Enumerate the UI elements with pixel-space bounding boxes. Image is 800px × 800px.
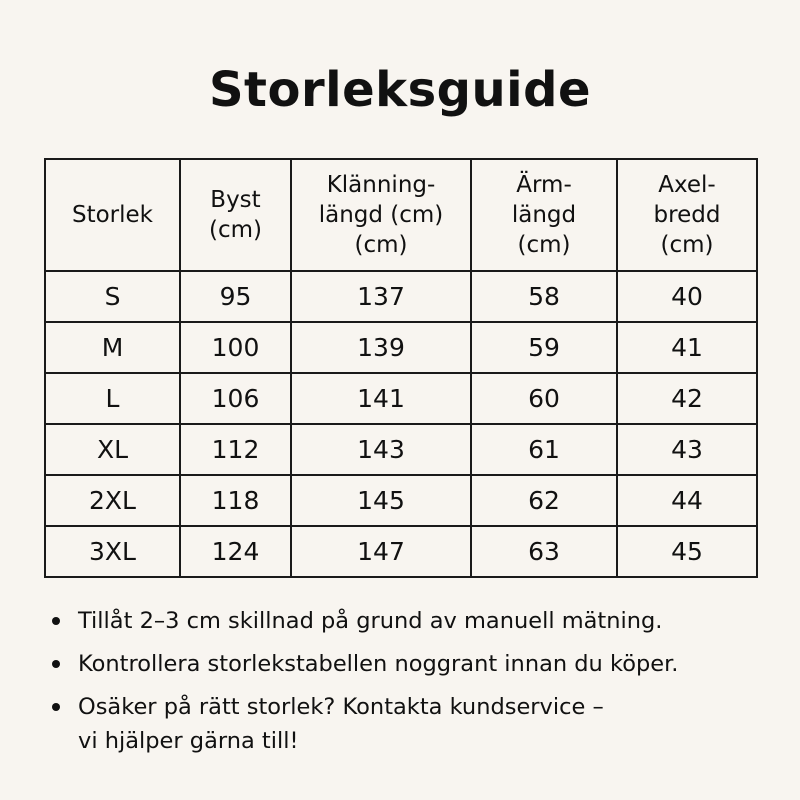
cell-size: XL xyxy=(45,424,180,475)
header-size: Storlek xyxy=(45,159,180,271)
header-dress-length: Klänning- längd (cm) (cm) xyxy=(291,159,471,271)
cell-bust: 112 xyxy=(180,424,291,475)
table-row xyxy=(45,526,757,577)
bullet-icon xyxy=(52,617,60,625)
cell-shoulder-width: 42 xyxy=(617,373,757,424)
bullet-icon xyxy=(52,703,60,711)
bullet-icon xyxy=(52,660,60,668)
cell-shoulder-width: 40 xyxy=(617,271,757,322)
table-row xyxy=(45,322,757,373)
cell-sleeve-length: 63 xyxy=(471,526,617,577)
cell-shoulder-width: 41 xyxy=(617,322,757,373)
header-bust: Byst (cm) xyxy=(180,159,291,271)
cell-shoulder-width: 43 xyxy=(617,424,757,475)
cell-sleeve-length: 59 xyxy=(471,322,617,373)
cell-sleeve-length: 61 xyxy=(471,424,617,475)
cell-size: S xyxy=(45,271,180,322)
cell-bust: 100 xyxy=(180,322,291,373)
cell-bust: 106 xyxy=(180,373,291,424)
cell-sleeve-length: 62 xyxy=(471,475,617,526)
cell-size: 3XL xyxy=(45,526,180,577)
cell-shoulder-width: 45 xyxy=(617,526,757,577)
cell-dress-length: 145 xyxy=(291,475,471,526)
note-item xyxy=(52,604,772,638)
cell-size: M xyxy=(45,322,180,373)
cell-bust: 95 xyxy=(180,271,291,322)
cell-dress-length: 137 xyxy=(291,271,471,322)
cell-bust: 118 xyxy=(180,475,291,526)
table-row xyxy=(45,475,757,526)
table-row xyxy=(45,424,757,475)
cell-size: L xyxy=(45,373,180,424)
cell-shoulder-width: 44 xyxy=(617,475,757,526)
note-text: Tillåt 2–3 cm skillnad på grund av manuell mätning. xyxy=(78,608,663,634)
page-title: Storleksguide xyxy=(208,62,592,118)
note-item xyxy=(52,690,772,758)
cell-sleeve-length: 58 xyxy=(471,271,617,322)
note-text: Kontrollera storlekstabellen noggrant innan du köper. xyxy=(78,651,679,677)
size-chart-table xyxy=(44,158,758,578)
table-row xyxy=(45,271,757,322)
cell-dress-length: 139 xyxy=(291,322,471,373)
cell-dress-length: 143 xyxy=(291,424,471,475)
table-row xyxy=(45,373,757,424)
table-header-row xyxy=(45,159,757,271)
header-sleeve-length: Ärm- längd (cm) xyxy=(471,159,617,271)
header-shoulder-width: Axel- bredd (cm) xyxy=(617,159,757,271)
note-item xyxy=(52,647,772,681)
cell-bust: 124 xyxy=(180,526,291,577)
note-text: Osäker på rätt storlek? Kontakta kundservice – vi hjälper gärna till! xyxy=(78,694,604,754)
cell-size: 2XL xyxy=(45,475,180,526)
notes-list xyxy=(52,604,772,767)
cell-dress-length: 141 xyxy=(291,373,471,424)
cell-dress-length: 147 xyxy=(291,526,471,577)
cell-sleeve-length: 60 xyxy=(471,373,617,424)
